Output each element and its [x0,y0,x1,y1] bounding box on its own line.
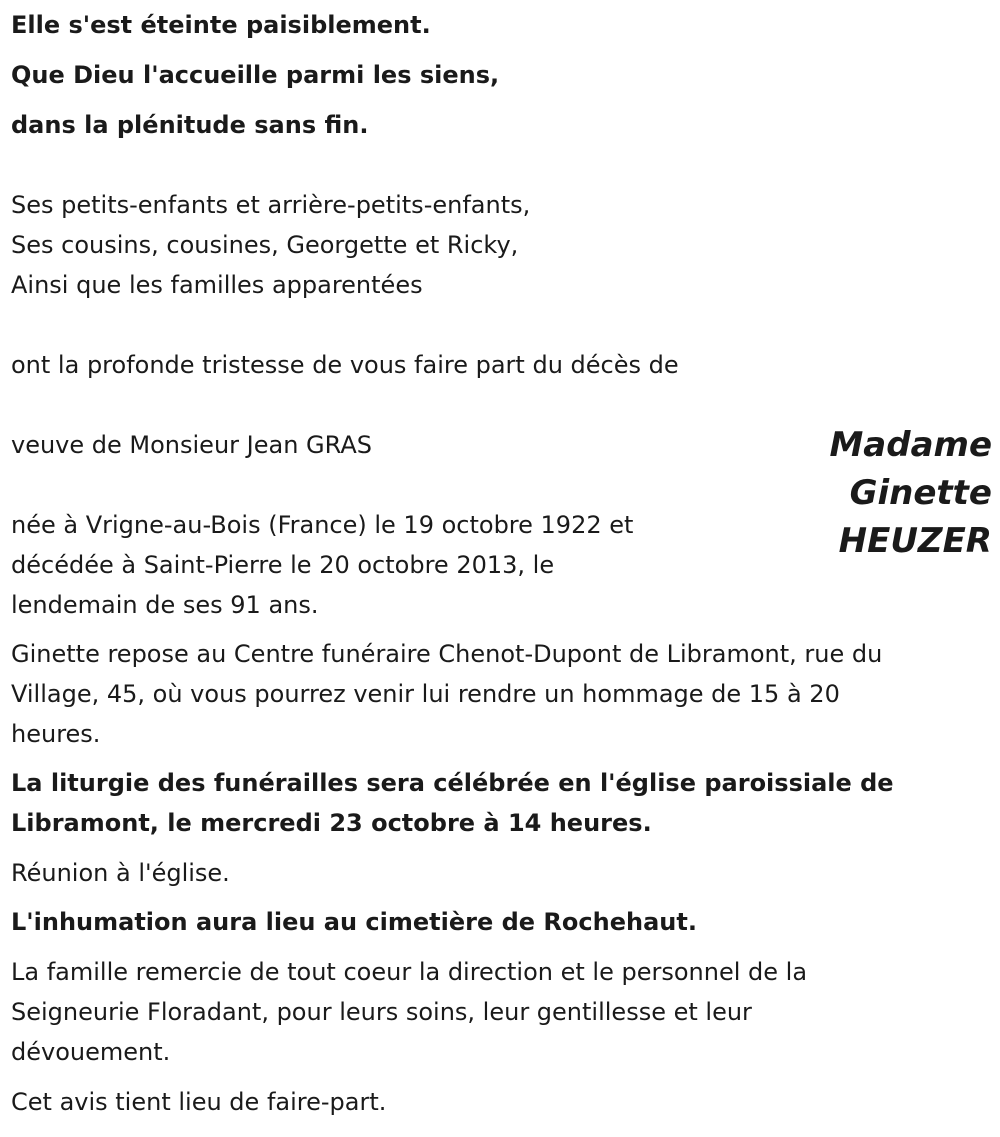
thanks-line: dévouement. [11,1038,171,1066]
meeting-text: Réunion à l'église. [11,859,230,887]
closing-text: Cet avis tient lieu de faire-part. [11,1088,387,1116]
birth-death-line: née à Vrigne-au-Bois (France) le 19 octobre 1922 et [11,511,634,539]
repose-line: Village, 45, où vous pourrez venir lui rendre un hommage de 15 à 20 [11,680,840,708]
liturgy-line: La liturgie des funérailles sera célébrée en l'église paroissiale de [11,769,894,797]
repose-line: heures. [11,720,101,748]
deceased-last-name: HEUZER [838,521,992,561]
birth-death-line: décédée à Saint-Pierre le 20 octobre 2013, le [11,551,555,579]
birth-death-line: lendemain de ses 91 ans. [11,591,319,619]
liturgy-line: Libramont, le mercredi 23 octobre à 14 heures. [11,809,652,837]
family-line: Ainsi que les familles apparentées [11,271,423,299]
widow-of-text: veuve de Monsieur Jean GRAS [11,431,372,459]
intro-line: Elle s'est éteinte paisiblement. [11,11,431,39]
thanks-line: Seigneurie Floradant, pour leurs soins, leur gentillesse et leur [11,998,752,1026]
burial-text: L'inhumation aura lieu au cimetière de Rochehaut. [11,908,697,936]
announcement-text: ont la profonde tristesse de vous faire part du décès de [11,351,679,379]
family-line: Ses petits-enfants et arrière-petits-enfants, [11,191,531,219]
intro-line: dans la plénitude sans fin. [11,111,369,139]
family-line: Ses cousins, cousines, Georgette et Ricky, [11,231,519,259]
deceased-title: Madame [829,425,992,465]
intro-line: Que Dieu l'accueille parmi les siens, [11,61,500,89]
deceased-first-name: Ginette [849,473,992,513]
repose-line: Ginette repose au Centre funéraire Chenot-Dupont de Libramont, rue du [11,640,883,668]
thanks-line: La famille remercie de tout coeur la direction et le personnel de la [11,958,808,986]
